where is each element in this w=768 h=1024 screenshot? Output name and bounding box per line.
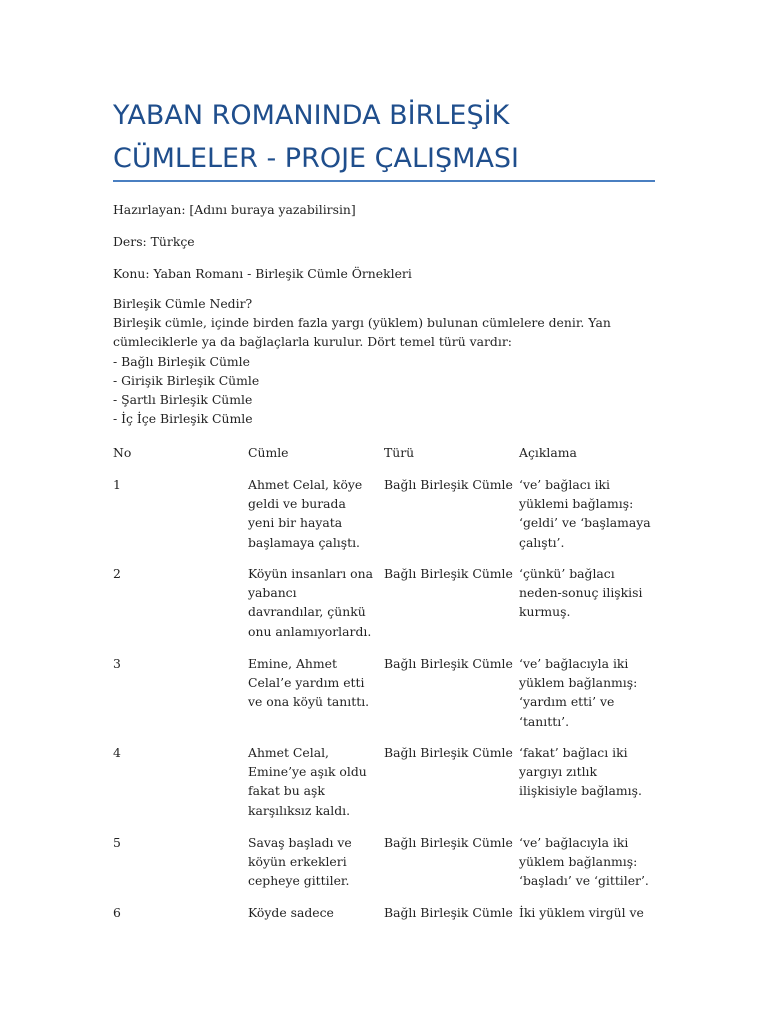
row-aciklama: ‘ve’ bağlacıyla iki yüklem bağlanmış: ‘yardım etti’ ve ‘tanıttı’.	[519, 656, 638, 729]
type-item: - İç İçe Birleşik Cümle	[113, 411, 253, 427]
topic-line: Konu: Yaban Romanı - Birleşik Cümle Örnekleri	[113, 266, 412, 281]
row-no: 6	[113, 905, 121, 920]
row-aciklama: ‘çünkü’ bağlacı neden-sonuç ilişkisi kurmuş.	[519, 566, 643, 620]
course-line: Ders: Türkçe	[113, 234, 195, 249]
row-aciklama: ‘fakat’ bağlacı iki yargıyı zıtlık ilişkisiyle bağlamış.	[519, 745, 642, 799]
page-title	[113, 94, 673, 180]
row-turu: Bağlı Birleşik Cümle	[384, 656, 513, 671]
row-cumle: Köyde sadece	[248, 905, 334, 920]
title-line-1: YABAN ROMANINDA BİRLEŞİK	[113, 100, 510, 131]
row-cumle: Ahmet Celal, Emine’ye aşık oldu fakat bu aşk karşılıksız kaldı.	[248, 745, 367, 818]
title-divider	[113, 180, 655, 182]
row-no: 1	[113, 477, 121, 492]
row-cumle: Köyün insanları ona yabancı davrandılar, çünkü onu anlamıyorlardı.	[248, 566, 373, 639]
row-cumle: Ahmet Celal, köye geldi ve burada yeni bir hayata başlamaya çalıştı.	[248, 477, 363, 550]
type-item: - Şartlı Birleşik Cümle	[113, 392, 253, 408]
intro-line-1: Birleşik cümle, içinde birden fazla yargı (yüklem) bulunan cümlelere denir. Yan	[113, 315, 611, 331]
header-aciklama: Açıklama	[519, 445, 577, 460]
row-aciklama: İki yüklem virgül ve	[519, 905, 644, 920]
row-no: 2	[113, 566, 121, 581]
author-line: Hazırlayan: [Adını buraya yazabilirsin]	[113, 202, 356, 217]
row-aciklama: ‘ve’ bağlacıyla iki yüklem bağlanmış: ‘başladı’ ve ‘gittiler’.	[519, 835, 649, 889]
row-turu: Bağlı Birleşik Cümle	[384, 835, 513, 850]
header-turu: Türü	[384, 445, 415, 460]
row-cumle: Savaş başladı ve köyün erkekleri cepheye gittiler.	[248, 835, 352, 889]
header-no: No	[113, 445, 132, 460]
type-item: - Bağlı Birleşik Cümle	[113, 353, 250, 369]
row-turu: Bağlı Birleşik Cümle	[384, 905, 513, 920]
row-aciklama: ‘ve’ bağlacı iki yüklemi bağlamış: ‘geldi’ ve ‘başlamaya çalıştı’.	[519, 477, 651, 550]
type-item: - Girişik Birleşik Cümle	[113, 372, 260, 388]
row-no: 3	[113, 656, 121, 671]
header-cumle: Cümle	[248, 445, 289, 460]
row-turu: Bağlı Birleşik Cümle	[384, 745, 513, 760]
intro-line-2: cümleciklerle ya da bağlaçlarla kurulur. Dört temel türü vardır:	[113, 334, 512, 350]
row-no: 5	[113, 835, 121, 850]
row-cumle: Emine, Ahmet Celal’e yardım etti ve ona köyü tanıttı.	[248, 656, 370, 710]
intro-section	[113, 294, 611, 428]
row-no: 4	[113, 745, 121, 760]
intro-heading: Birleşik Cümle Nedir?	[113, 296, 253, 311]
title-line-2: CÜMLELER - PROJE ÇALIŞMASI	[113, 143, 520, 174]
row-turu: Bağlı Birleşik Cümle	[384, 477, 513, 492]
row-turu: Bağlı Birleşik Cümle	[384, 566, 513, 581]
